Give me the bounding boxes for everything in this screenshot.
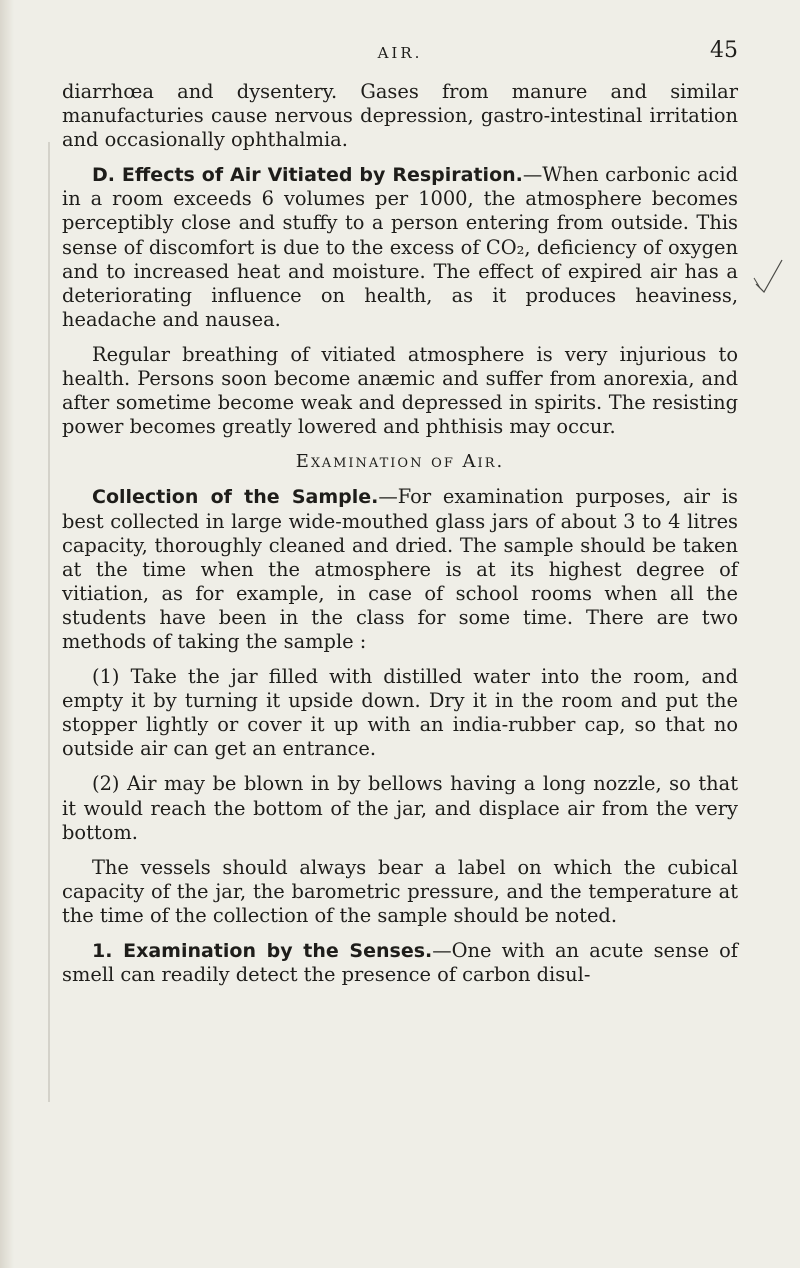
paragraph-senses-text: —One with an acute sense of smell can readily detect the presence of carbon disul- — [62, 939, 738, 987]
margin-rule — [46, 142, 52, 1102]
page-text — [62, 80, 738, 998]
section-heading: Examination of Air. — [295, 451, 505, 473]
page-edge-shadow — [0, 0, 14, 1268]
handwritten-check-mark — [752, 258, 786, 294]
paragraph-respiration-text: —When carbonic acid in a room exceeds 6 volumes per 1000, the atmosphere becomes perceptibly close and stuffy to a person entering from outside. This sense of discomfort is due to the excess of CO₂, deficiency of oxygen and to increased heat and moisture. The effect of expired air has a deteriorating influence on health, as it produces heaviness, headache and nausea. — [62, 163, 739, 331]
running-title: AIR. — [377, 44, 423, 62]
page-number: 45 — [710, 38, 738, 63]
running-head — [62, 38, 738, 68]
paragraph-senses — [62, 939, 738, 987]
run-in-heading-respiration: D. Effects of Air Vitiated by Respiration. — [92, 164, 523, 187]
paragraph-respiration — [62, 163, 738, 332]
paragraph-collection — [62, 485, 738, 654]
paragraph-continuation: diarrhœa and dysentery. Gases from manure and similar manufacturies cause nervous depression, gastro-intestinal irritation and occasionally ophthalmia. — [62, 80, 738, 152]
run-in-heading-senses: 1. Examination by the Senses. — [92, 940, 433, 962]
method-item-2: (2) Air may be blown in by bellows having a long nozzle, so that it would reach the bottom of the jar, and displace air from the very bottom. — [62, 772, 738, 844]
paragraph-regular-breathing: Regular breathing of vitiated atmosphere is very injurious to health. Persons soon become anæmic and suffer from anorexia, and after sometime become weak and depressed in spirits. The resisting power becomes greatly lowered and phthisis may occur. — [62, 342, 738, 439]
run-in-heading-collection: Collection of the Sample. — [92, 486, 379, 509]
paragraph-collection-text: —For examination purposes, air is best collected in large wide-mouthed glass jars of about 3 to 4 litres capacity, thoroughly cleaned and dried. The sample should be taken at the time when the atmosphere is at its highest degree of vitiation, as for example, in case of school rooms when all the students have been in the class for some time. There are two methods of taking the sample : — [62, 485, 738, 653]
paragraph-label: The vessels should always bear a label on which the cubical capacity of the jar, the barometric pressure, and the temperature at the time of the collection of the sample should be noted. — [62, 855, 738, 927]
method-item-1: (1) Take the jar filled with distilled water into the room, and empty it by turning it upside down. Dry it in the room and put the stopper lightly or cover it up with an india-rubber cap, so that no outside air can get an entrance. — [62, 665, 738, 761]
